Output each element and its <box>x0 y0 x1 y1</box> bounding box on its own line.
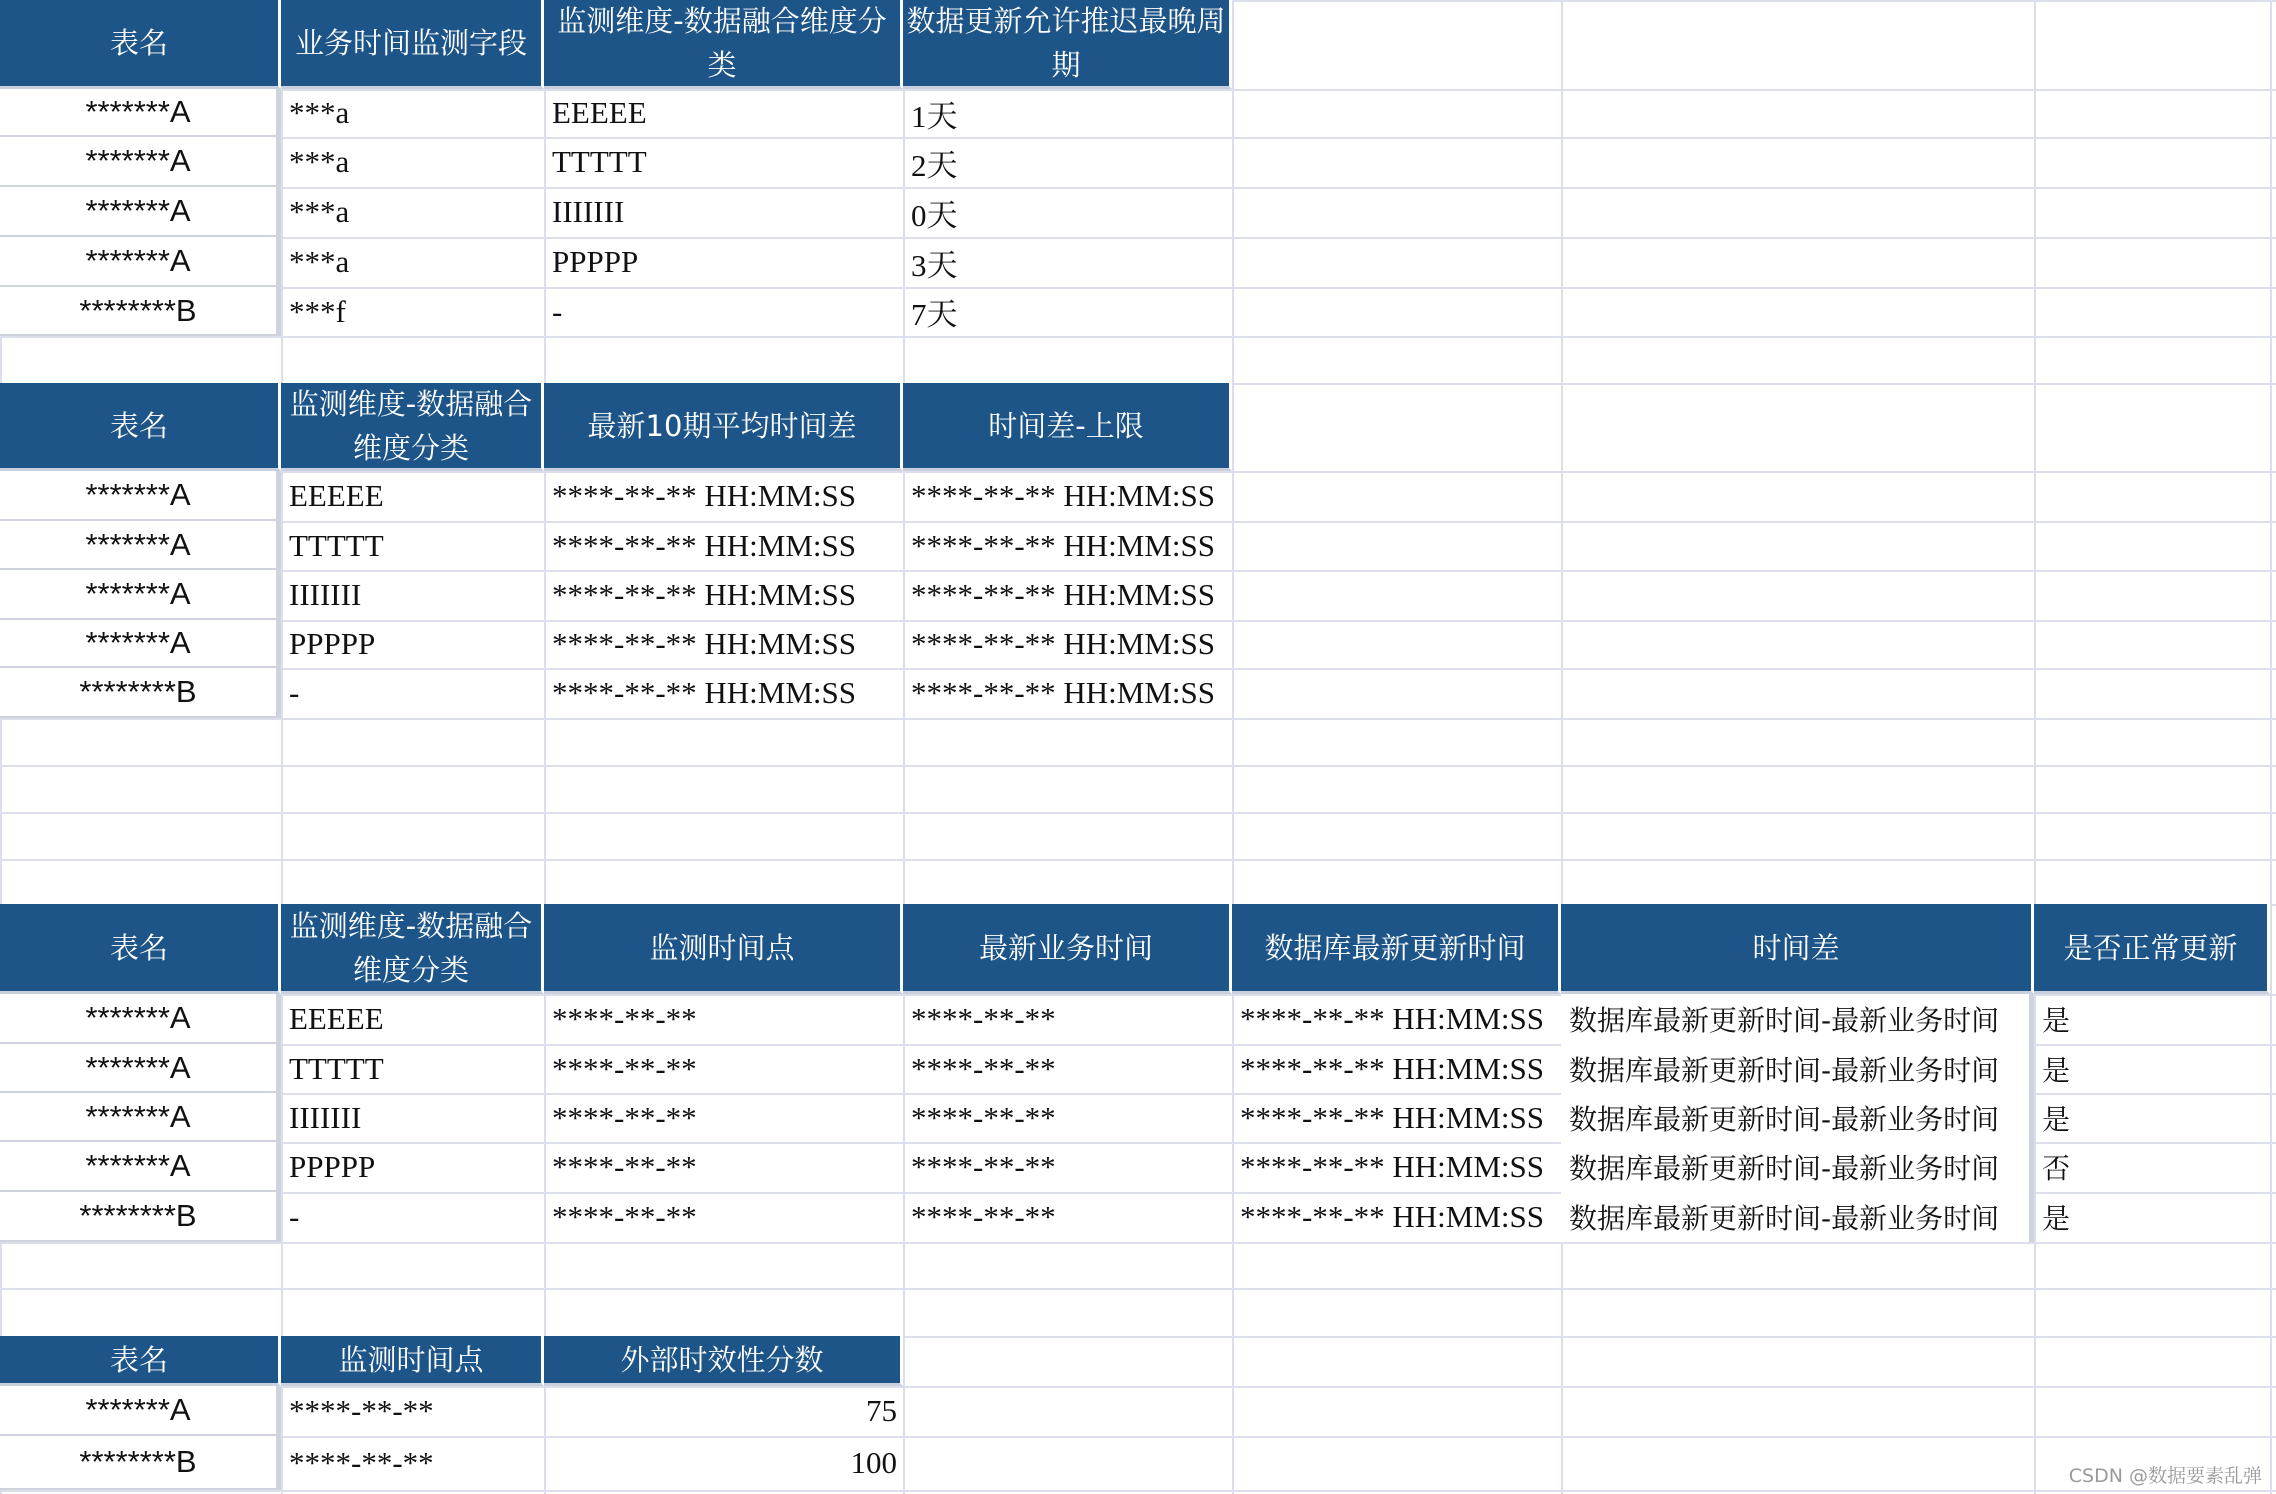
table3-header-cell[interactable]: 监测维度-数据融合维度分类 <box>281 904 544 994</box>
table1-data-cell[interactable]: - <box>552 293 563 329</box>
grid-line-vertical <box>2270 0 2272 1494</box>
table3-data-cell[interactable]: ****-**-** <box>911 1149 1056 1184</box>
table1-data-cell[interactable]: 3天 <box>911 247 958 283</box>
table2-data-cell[interactable]: ****-**-** HH:MM:SS <box>552 626 857 661</box>
table-name-cell[interactable]: *******A <box>0 620 281 668</box>
table3-data-cell[interactable]: ****-**-** <box>552 1050 697 1086</box>
table2-data-cell[interactable]: ****-**-** HH:MM:SS <box>552 478 857 513</box>
table4-data-cell[interactable]: ****-**-** <box>289 1445 434 1480</box>
table3-data-cell[interactable]: ****-**-** HH:MM:SS <box>1240 1149 1545 1184</box>
table3-header-cell[interactable]: 最新业务时间 <box>903 904 1232 994</box>
table-name-cell[interactable]: ********B <box>0 1192 281 1242</box>
table-name-cell[interactable]: ********B <box>0 287 281 336</box>
table1-header-cell[interactable]: 表名 <box>0 0 281 89</box>
table3-data-cell[interactable]: 是 <box>2042 1202 2071 1235</box>
table3-data-cell[interactable]: ****-**-** <box>552 1149 697 1184</box>
table2-header-cell[interactable]: 表名 <box>0 383 281 471</box>
table4-data-cell[interactable]: ****-**-** <box>289 1393 434 1428</box>
table1-data-cell[interactable]: ***a <box>289 194 350 229</box>
grid-line-horizontal <box>0 1490 2276 1492</box>
table3-data-cell[interactable]: 数据库最新更新时间-最新业务时间 <box>1561 1093 2034 1142</box>
table3-data-cell[interactable]: 否 <box>2042 1152 2071 1185</box>
table3-data-cell[interactable]: ****-**-** HH:MM:SS <box>1240 1050 1545 1086</box>
table1-data-cell[interactable]: TTTTT <box>552 144 647 179</box>
grid-line-vertical <box>1561 0 1563 1494</box>
table3-data-cell[interactable]: ****-**-** <box>552 1001 697 1036</box>
table1-header-cell[interactable]: 监测维度-数据融合维度分类 <box>544 0 903 89</box>
table3-data-cell[interactable]: ****-**-** HH:MM:SS <box>1240 1001 1545 1036</box>
table3-data-cell[interactable]: ****-**-** <box>552 1199 697 1234</box>
table3-data-cell[interactable]: - <box>289 1199 300 1234</box>
table-name-cell[interactable]: ********B <box>0 668 281 718</box>
table-name-cell[interactable]: *******A <box>0 1386 281 1436</box>
table3-data-cell[interactable]: 数据库最新更新时间-最新业务时间 <box>1561 1142 2034 1192</box>
table-name-cell[interactable]: *******A <box>0 1093 281 1142</box>
table2-data-cell[interactable]: ****-**-** HH:MM:SS <box>552 577 857 612</box>
table2-header-cell[interactable]: 监测维度-数据融合维度分类 <box>281 383 544 471</box>
table2-data-cell[interactable]: ****-**-** HH:MM:SS <box>911 626 1216 661</box>
grid-line-horizontal <box>0 765 2276 767</box>
table3-data-cell[interactable]: PPPPP <box>289 1149 376 1184</box>
table-name-cell[interactable]: *******A <box>0 994 281 1044</box>
table4-data-cell[interactable]: 75 <box>866 1393 897 1428</box>
table2-data-cell[interactable]: - <box>289 675 300 710</box>
table3-data-cell[interactable]: ****-**-** <box>911 1050 1056 1086</box>
table2-data-cell[interactable]: ****-**-** HH:MM:SS <box>911 478 1216 513</box>
grid-line-horizontal <box>0 1288 2276 1290</box>
table1-data-cell[interactable]: ***a <box>289 244 350 279</box>
table3-data-cell[interactable]: 数据库最新更新时间-最新业务时间 <box>1561 1192 2034 1242</box>
grid-line-vertical <box>2034 0 2036 1494</box>
table3-data-cell[interactable]: EEEEE <box>289 1001 384 1036</box>
grid-line-horizontal <box>0 812 2276 814</box>
table2-data-cell[interactable]: TTTTT <box>289 527 384 563</box>
table-name-cell[interactable]: *******A <box>0 1142 281 1192</box>
table1-data-cell[interactable]: ***a <box>289 144 350 179</box>
grid-line-horizontal <box>0 859 2276 861</box>
table2-data-cell[interactable]: IIIIIII <box>289 577 362 612</box>
table3-data-cell[interactable]: 数据库最新更新时间-最新业务时间 <box>1561 1044 2034 1093</box>
grid-line-vertical <box>1232 0 1234 1494</box>
table-name-cell[interactable]: *******A <box>0 471 281 521</box>
grid-line-horizontal <box>0 336 2276 338</box>
table3-header-cell[interactable]: 监测时间点 <box>544 904 903 994</box>
table-name-cell[interactable]: *******A <box>0 570 281 620</box>
table1-data-cell[interactable]: 0天 <box>911 197 958 233</box>
table2-data-cell[interactable]: ****-**-** HH:MM:SS <box>911 527 1216 563</box>
table4-header-cell[interactable]: 外部时效性分数 <box>544 1336 903 1386</box>
table3-data-cell[interactable]: ****-**-** <box>552 1099 697 1135</box>
table-name-cell[interactable]: *******A <box>0 187 281 237</box>
table3-header-cell[interactable]: 时间差 <box>1561 904 2034 994</box>
table3-data-cell[interactable]: ****-**-** HH:MM:SS <box>1240 1099 1545 1135</box>
table1-data-cell[interactable]: ***f <box>289 293 346 329</box>
table3-data-cell[interactable]: ****-**-** <box>911 1099 1056 1135</box>
table-name-cell[interactable]: ********B <box>0 1436 281 1490</box>
table3-data-cell[interactable]: ****-**-** <box>911 1199 1056 1234</box>
table2-data-cell[interactable]: ****-**-** HH:MM:SS <box>911 675 1216 710</box>
table1-header-cell[interactable]: 业务时间监测字段 <box>281 0 544 89</box>
table3-data-cell[interactable]: 数据库最新更新时间-最新业务时间 <box>1561 994 2034 1044</box>
table3-header-cell[interactable]: 表名 <box>0 904 281 994</box>
watermark: CSDN @数据要素乱弹 <box>2068 1465 2262 1487</box>
table2-data-cell[interactable]: EEEEE <box>289 478 384 513</box>
table3-header-cell[interactable]: 数据库最新更新时间 <box>1232 904 1561 994</box>
table4-header-cell[interactable]: 监测时间点 <box>281 1336 544 1386</box>
table-name-cell[interactable]: *******A <box>0 237 281 287</box>
table1-data-cell[interactable]: 2天 <box>911 147 958 183</box>
table1-data-cell[interactable]: 7天 <box>911 297 958 332</box>
grid-line-horizontal <box>0 1242 2276 1244</box>
table3-data-cell[interactable]: TTTTT <box>289 1050 384 1086</box>
table3-data-cell[interactable]: 是 <box>2042 1102 2071 1136</box>
table2-data-cell[interactable]: ****-**-** HH:MM:SS <box>552 527 857 563</box>
table3-data-cell[interactable]: 是 <box>2042 1053 2071 1087</box>
table-name-cell[interactable]: *******A <box>0 1044 281 1093</box>
table2-data-cell[interactable]: PPPPP <box>289 626 376 661</box>
grid-line-horizontal <box>0 718 2276 720</box>
table3-data-cell[interactable]: 是 <box>2042 1004 2071 1037</box>
table2-data-cell[interactable]: ****-**-** HH:MM:SS <box>552 675 857 710</box>
table1-data-cell[interactable]: ***a <box>289 95 350 130</box>
table3-header-cell[interactable]: 是否正常更新 <box>2034 904 2270 994</box>
table-name-cell[interactable]: *******A <box>0 137 281 187</box>
table1-data-cell[interactable]: IIIIIII <box>552 194 625 229</box>
table2-header-cell[interactable]: 最新10期平均时间差 <box>544 383 903 471</box>
table3-data-cell[interactable]: IIIIIII <box>289 1099 362 1135</box>
table3-data-cell[interactable]: ****-**-** <box>911 1001 1056 1036</box>
table1-data-cell[interactable]: EEEEE <box>552 95 647 130</box>
table1-data-cell[interactable]: PPPPP <box>552 244 639 279</box>
table2-header-cell[interactable]: 时间差-上限 <box>903 383 1232 471</box>
table1-header-cell[interactable]: 数据更新允许推迟最晚周期 <box>903 0 1232 89</box>
table4-header-cell[interactable]: 表名 <box>0 1336 281 1386</box>
table-name-cell[interactable]: *******A <box>0 89 281 137</box>
table2-data-cell[interactable]: ****-**-** HH:MM:SS <box>911 577 1216 612</box>
table4-data-cell[interactable]: 100 <box>850 1445 897 1480</box>
table3-data-cell[interactable]: ****-**-** HH:MM:SS <box>1240 1199 1545 1234</box>
table1-data-cell[interactable]: 1天 <box>911 98 958 134</box>
table-name-cell[interactable]: *******A <box>0 521 281 570</box>
